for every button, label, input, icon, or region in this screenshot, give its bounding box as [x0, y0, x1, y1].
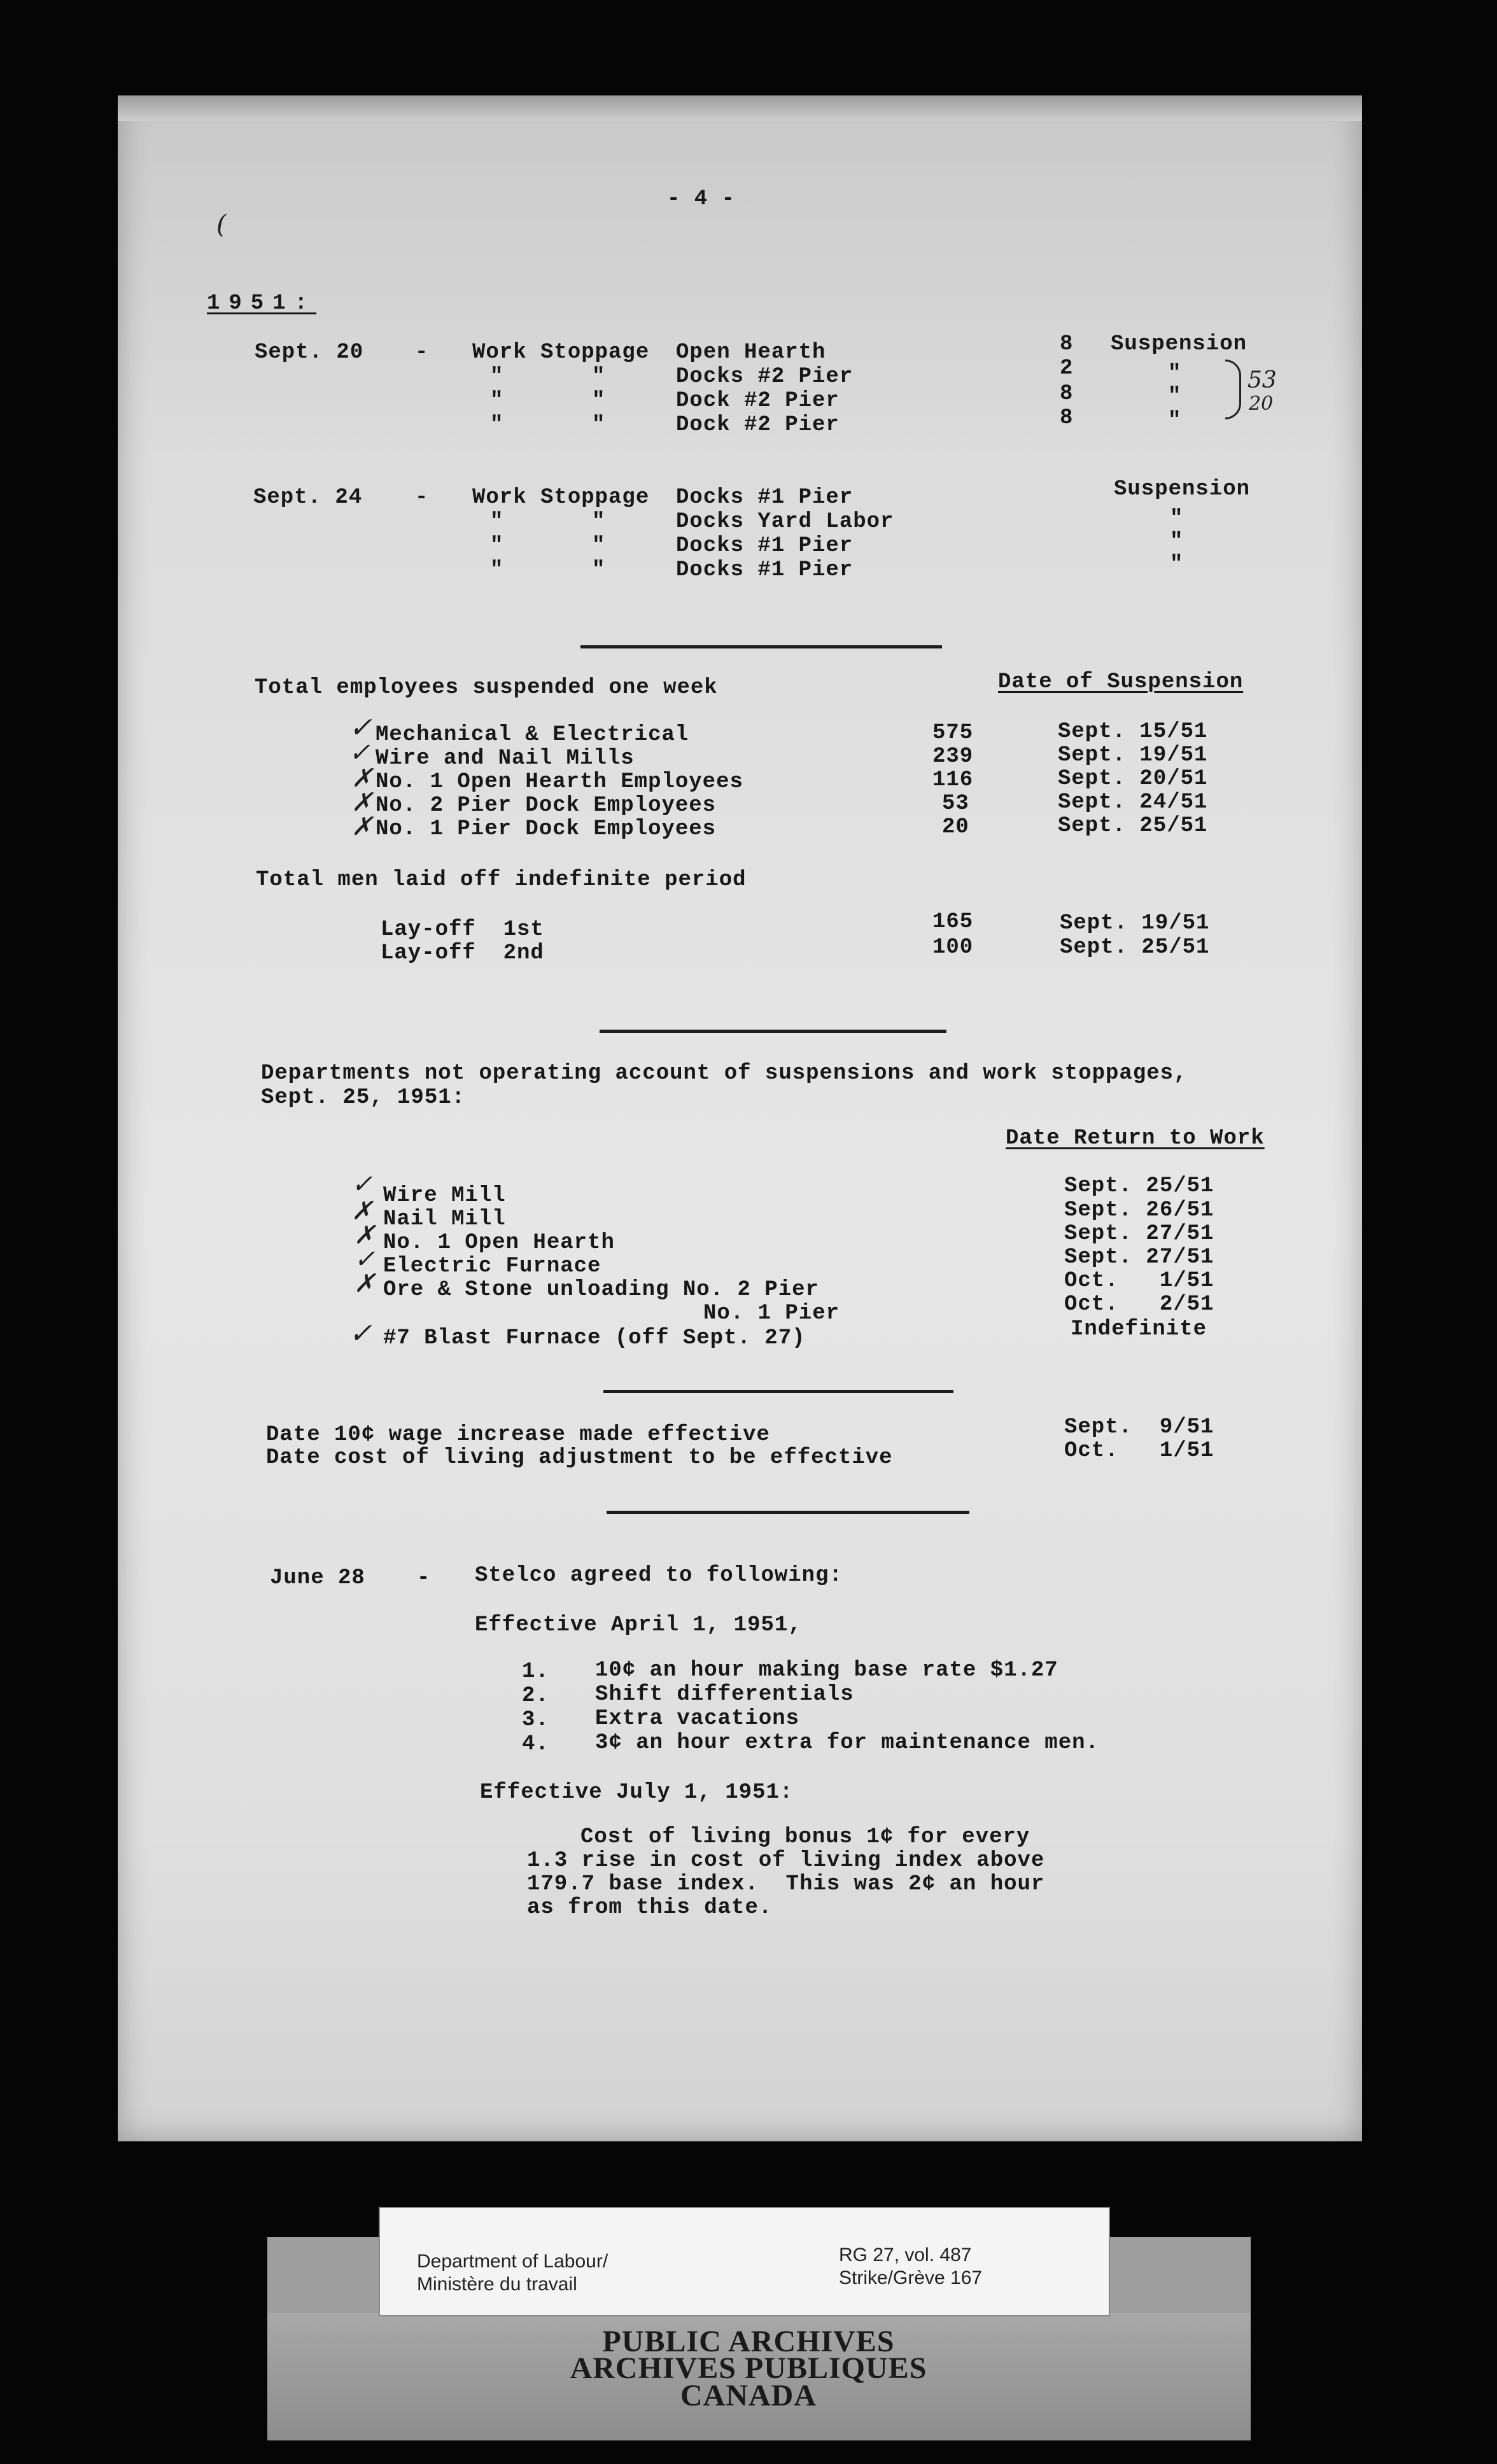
dept-row6-label: No. 1 Pier	[703, 1301, 840, 1326]
check-mark-icon: ✗	[354, 1221, 376, 1250]
dept-row7-date: Indefinite	[1071, 1317, 1207, 1341]
departments-heading-line2: Sept. 25, 1951:	[261, 1086, 466, 1110]
suspended-heading: Total employees suspended one week	[255, 676, 718, 700]
dept-row2-date: Sept. 26/51	[1064, 1198, 1214, 1222]
check-mark-icon: ✗	[354, 1269, 376, 1298]
suspended-row4-count: 53	[942, 792, 969, 816]
label-ref: RG 27, vol. 487	[839, 2244, 972, 2265]
suspended-row1-date: Sept. 15/51	[1058, 720, 1208, 744]
suspended-row2-label: Wire and Nail Mills	[376, 746, 635, 771]
sept24-row1-status: Suspension	[1114, 477, 1251, 501]
divider-4	[607, 1511, 969, 1514]
dept-row2-label: Nail Mill	[383, 1207, 506, 1231]
june-dash: -	[417, 1566, 431, 1590]
label-strike: Strike/Grève 167	[839, 2267, 983, 2288]
bonus-line4: as from this date.	[527, 1896, 773, 1920]
effective-july: Effective July 1, 1951:	[480, 1781, 794, 1805]
sept20-row2-status: "	[1168, 361, 1182, 386]
sept24-row2-col2: "	[592, 510, 606, 534]
suspended-row2-count: 239	[932, 745, 974, 769]
check-mark-icon: ✓	[349, 738, 370, 767]
laidoff-row1-label: Lay-off 1st	[381, 918, 544, 942]
bonus-line2: 1.3 rise in cost of living index above	[527, 1849, 1045, 1873]
bonus-line3: 179.7 base index. This was 2¢ an hour	[527, 1872, 1045, 1896]
sept20-row2-dept: Docks #2 Pier	[676, 365, 854, 389]
sept20-row2-num: 2	[1060, 356, 1074, 381]
dept-row3-date: Sept. 27/51	[1064, 1222, 1214, 1246]
sept20-row1-status: Suspension	[1111, 332, 1248, 356]
year-heading: 1951:	[207, 291, 317, 316]
mark-symbol: (	[216, 210, 227, 239]
suspended-row5-date: Sept. 25/51	[1058, 814, 1208, 838]
dept-row4-date: Sept. 27/51	[1064, 1245, 1214, 1270]
sept20-row4-col1: "	[490, 413, 504, 437]
stamp-line2: ARCHIVES PUBLIQUES	[570, 2351, 927, 2385]
dept-row3-label: No. 1 Open Hearth	[383, 1231, 615, 1255]
dept-row6-date: Oct. 2/51	[1064, 1292, 1214, 1317]
divider-3	[603, 1390, 953, 1393]
item4-num: 4.	[522, 1732, 549, 1756]
check-mark-icon: ✗	[351, 788, 373, 817]
check-mark-icon: ✗	[351, 1196, 373, 1226]
dept-row7-label: #7 Blast Furnace (off Sept. 27)	[383, 1326, 806, 1350]
label-dept-en: Department of Labour/	[417, 2251, 608, 2272]
june-date: June 28	[270, 1566, 365, 1590]
suspended-row4-date: Sept. 24/51	[1058, 790, 1208, 815]
effective-april: Effective April 1, 1951,	[475, 1613, 802, 1637]
sept20-row1-dept: Open Hearth	[676, 340, 826, 365]
sept24-dash: -	[415, 486, 429, 510]
page-number: - 4 -	[667, 187, 736, 211]
check-mark-icon: ✓	[351, 1170, 373, 1199]
sept24-row3-col1: "	[490, 534, 504, 558]
suspended-row4-label: No. 2 Pier Dock Employees	[376, 794, 717, 818]
handwritten-total-53: 53	[1248, 367, 1277, 393]
laidoff-heading: Total men laid off indefinite period	[256, 868, 747, 892]
suspended-row1-count: 575	[932, 721, 974, 745]
sept20-row3-num: 8	[1060, 382, 1074, 406]
sept20-row3-col2: "	[592, 389, 606, 413]
sept20-row3-status: "	[1168, 384, 1182, 409]
wage-row2-date: Oct. 1/51	[1064, 1439, 1214, 1463]
check-mark-icon: ✓	[349, 711, 372, 744]
sept20-row4-col2: "	[592, 413, 606, 437]
suspended-row3-label: No. 1 Open Hearth Employees	[376, 770, 743, 794]
sept24-row4-dept: Docks #1 Pier	[676, 558, 854, 582]
departments-heading-line1: Departments not operating account of suspensions and work stoppages,	[261, 1061, 1188, 1086]
suspension-date-heading: Date of Suspension	[998, 670, 1244, 694]
label-dept-fr: Ministère du travail	[417, 2274, 577, 2295]
sept20-row1-num: 8	[1060, 332, 1074, 356]
check-mark-icon: ✓	[349, 1317, 372, 1350]
stamp-line1: PUBLIC ARCHIVES	[602, 2325, 895, 2358]
sept24-row2-col1: "	[490, 510, 504, 534]
divider-1	[580, 645, 942, 648]
dept-row1-date: Sept. 25/51	[1064, 1174, 1214, 1198]
dept-row1-label: Wire Mill	[383, 1184, 506, 1208]
dept-row5-date: Oct. 1/51	[1064, 1269, 1214, 1293]
page-top-edge	[118, 95, 1362, 121]
return-date-heading: Date Return to Work	[1006, 1126, 1265, 1151]
suspended-row1-label: Mechanical & Electrical	[376, 723, 689, 747]
stamp-line3: CANADA	[680, 2379, 817, 2412]
sept24-row3-dept: Docks #1 Pier	[676, 534, 854, 558]
suspended-row2-date: Sept. 19/51	[1058, 743, 1208, 767]
item3-text: Extra vacations	[595, 1707, 800, 1731]
item2-num: 2.	[522, 1684, 549, 1708]
sept20-row3-col1: "	[490, 389, 504, 413]
dept-row4-label: Electric Furnace	[383, 1254, 601, 1278]
suspended-row5-label: No. 1 Pier Dock Employees	[376, 817, 717, 841]
sept24-row2-dept: Docks Yard Labor	[676, 510, 894, 534]
sept20-row2-col2: "	[592, 365, 606, 389]
wage-row1-label: Date 10¢ wage increase made effective	[266, 1423, 770, 1447]
sept24-row1-col1: Work Stoppage	[472, 486, 650, 510]
item4-text: 3¢ an hour extra for maintenance men.	[595, 1731, 1099, 1755]
laidoff-row1-date: Sept. 19/51	[1060, 911, 1210, 935]
check-mark-icon: ✗	[351, 764, 373, 793]
sept20-row4-dept: Dock #2 Pier	[676, 413, 840, 437]
check-mark-icon: ✗	[351, 812, 373, 841]
sept20-date: Sept. 20	[255, 340, 364, 365]
wage-row1-date: Sept. 9/51	[1064, 1415, 1214, 1439]
laidoff-row2-date: Sept. 25/51	[1060, 935, 1210, 960]
item3-num: 3.	[522, 1708, 549, 1732]
suspended-row3-count: 116	[932, 768, 974, 792]
item1-num: 1.	[522, 1660, 549, 1684]
handwritten-total-20: 20	[1249, 393, 1274, 415]
dept-row5-label: Ore & Stone unloading No. 2 Pier	[383, 1278, 819, 1302]
suspended-row5-count: 20	[942, 815, 969, 839]
sept24-row4-col1: "	[490, 558, 504, 582]
sept20-row2-col1: "	[490, 365, 504, 389]
laidoff-row2-label: Lay-off 2nd	[381, 941, 544, 965]
laidoff-row2-count: 100	[932, 935, 974, 960]
item1-text: 10¢ an hour making base rate $1.27	[595, 1658, 1058, 1683]
sept24-row4-status: "	[1170, 552, 1184, 577]
june-text: Stelco agreed to following:	[475, 1564, 843, 1588]
sept20-dash: -	[415, 340, 429, 365]
check-mark-icon: ✓	[354, 1245, 376, 1274]
handwritten-brace	[1225, 360, 1241, 419]
laidoff-row1-count: 165	[932, 910, 974, 934]
sept20-row4-num: 8	[1060, 406, 1074, 430]
suspended-row3-date: Sept. 20/51	[1058, 767, 1208, 791]
sept24-row3-col2: "	[592, 534, 606, 558]
sept24-row1-dept: Docks #1 Pier	[676, 486, 854, 510]
sept24-date: Sept. 24	[253, 486, 363, 510]
sept20-row4-status: "	[1168, 409, 1182, 433]
divider-2	[600, 1030, 946, 1033]
sept20-row1-col1: Work Stoppage	[472, 340, 650, 365]
bonus-line1: Cost of living bonus 1¢ for every	[580, 1825, 1030, 1849]
wage-row2-label: Date cost of living adjustment to be effective	[266, 1446, 893, 1470]
sept24-row4-col2: "	[592, 558, 606, 582]
sept20-row3-dept: Dock #2 Pier	[676, 389, 840, 413]
sept24-row3-status: "	[1170, 529, 1184, 554]
sept24-row2-status: "	[1170, 507, 1184, 531]
item2-text: Shift differentials	[595, 1683, 854, 1707]
